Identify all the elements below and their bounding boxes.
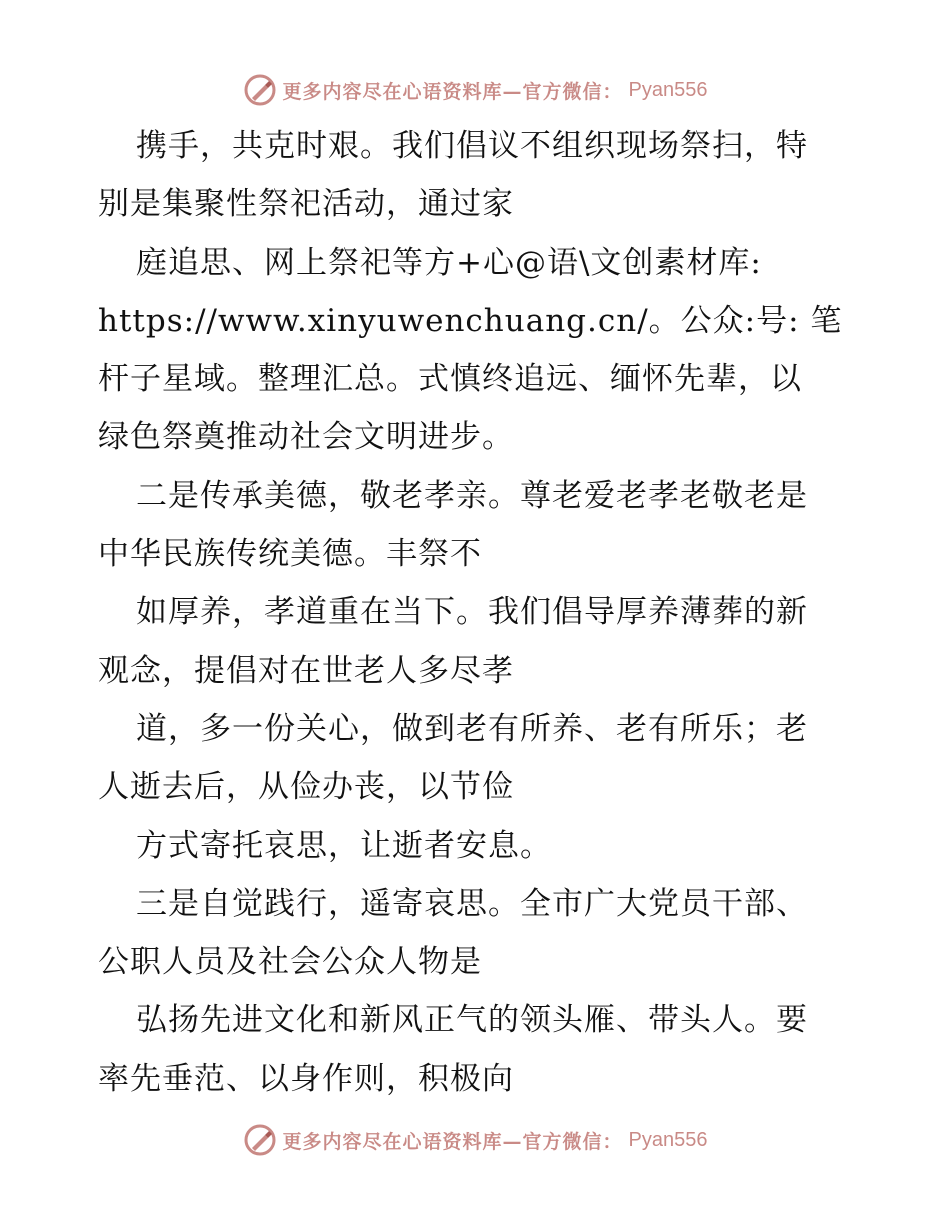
- footer-wechat: Pyan556: [628, 1128, 708, 1151]
- header-text: 更多内容尽在心语资料库—官方微信：: [282, 80, 623, 103]
- text-line: 道，多一份关心，做到老有所养、老有所乐；老: [136, 710, 808, 747]
- text-line: 人逝去后，从俭办丧，以节俭: [98, 769, 514, 806]
- text-line: 观念，提倡对在世老人多尽孝: [98, 652, 514, 689]
- text-line: 庭追思、网上祭祀等方+心@语\文创素材库:: [136, 244, 762, 281]
- text-line: https://www.xinyuwenchuang.cn/。公众:号: 笔: [98, 302, 843, 339]
- text-line: 二是传承美德，敬老孝亲。尊老爱老孝老敬老是: [136, 477, 808, 514]
- text-line: 杆子星域。整理汇总。式慎终追远、缅怀先辈，以: [98, 361, 802, 398]
- text-line: 率先垂范、以身作则，积极向: [98, 1060, 514, 1097]
- text-line: 公职人员及社会公众人物是: [98, 944, 482, 981]
- pen-logo-icon: [243, 1123, 277, 1157]
- text-line: 三是自觉践行，遥寄哀思。全市广大党员干部、: [136, 885, 808, 922]
- text-line: 别是集聚性祭祀活动，通过家: [98, 186, 514, 223]
- text-line: 中华民族传统美德。丰祭不: [98, 536, 482, 573]
- text-line: 方式寄托哀思，让逝者安息。: [136, 827, 552, 864]
- pen-logo-icon: [243, 73, 277, 107]
- header-wechat: Pyan556: [628, 78, 708, 101]
- footer-text: 更多内容尽在心语资料库—官方微信：: [282, 1130, 623, 1153]
- header-watermark: [0, 70, 950, 110]
- document-body: [98, 117, 858, 1108]
- footer-watermark: [0, 1120, 950, 1160]
- text-line: 如厚养，孝道重在当下。我们倡导厚养薄葬的新: [136, 594, 808, 631]
- text-line: 绿色祭奠推动社会文明进步。: [98, 419, 514, 456]
- text-line: 携手，共克时艰。我们倡议不组织现场祭扫，特: [136, 128, 808, 164]
- text-line: 弘扬先进文化和新风正气的领头雁、带头人。要: [136, 1002, 808, 1039]
